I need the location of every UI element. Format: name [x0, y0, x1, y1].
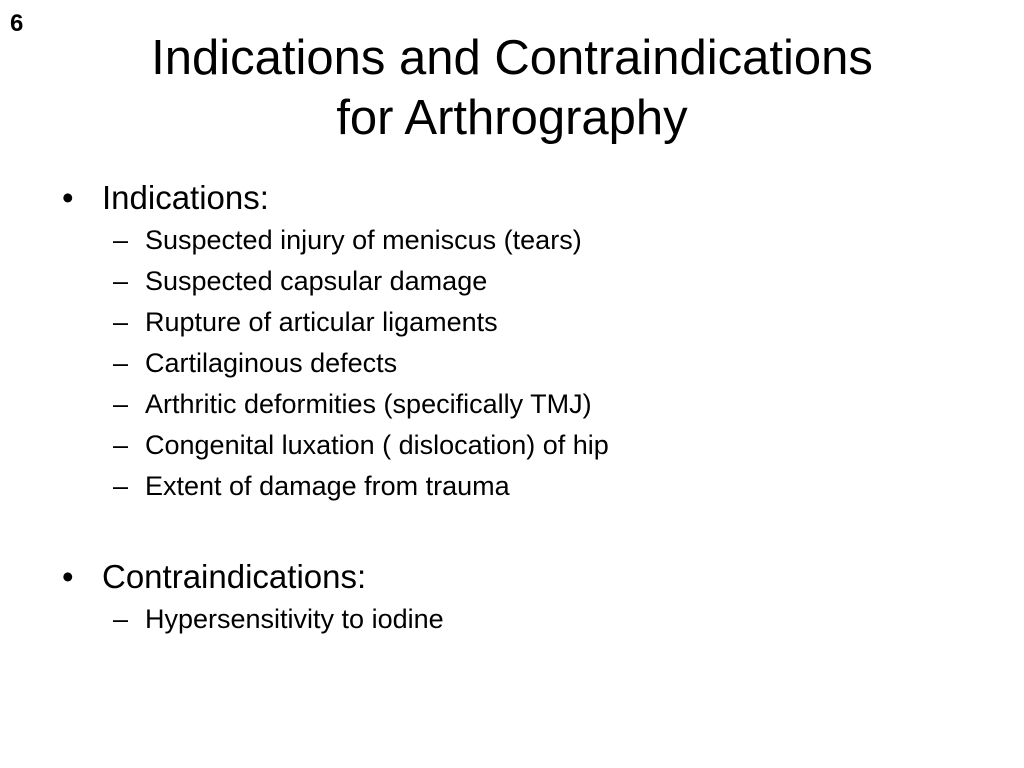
list-item [113, 599, 1000, 640]
dash-mark: – [113, 389, 129, 419]
list-item-text: Arthritic deformities (specifically TMJ) [145, 389, 592, 419]
sub-bullet-list [60, 220, 1000, 507]
slide-title [0, 28, 1024, 148]
bullet-item [60, 555, 1000, 599]
slide-title-line-2: for Arthrography [336, 91, 688, 145]
section-heading: Contraindications: [102, 558, 367, 595]
slide-number: 6 [10, 10, 24, 37]
list-item-text: Rupture of articular ligaments [145, 307, 498, 337]
list-item-text: Suspected injury of meniscus (tears) [145, 225, 582, 255]
list-item-text: Congenital luxation ( dislocation) of hip [145, 430, 609, 460]
bullet-item [60, 176, 1000, 220]
bullet-mark: • [62, 558, 74, 595]
list-item [113, 384, 1000, 425]
list-item-text: Suspected capsular damage [145, 266, 488, 296]
contraindications-section [60, 555, 1000, 640]
dash-mark: – [113, 430, 129, 460]
list-item-text: Hypersensitivity to iodine [145, 604, 444, 634]
list-item [113, 302, 1000, 343]
bullet-mark: • [62, 179, 74, 216]
list-item [113, 220, 1000, 261]
list-item [113, 466, 1000, 507]
section-heading: Indications: [102, 179, 269, 216]
sub-bullet-list [60, 599, 1000, 640]
indications-section [60, 176, 1000, 507]
list-item [113, 425, 1000, 466]
dash-mark: – [113, 225, 129, 255]
dash-mark: – [113, 471, 129, 501]
list-item-text: Cartilaginous defects [145, 348, 398, 378]
dash-mark: – [113, 348, 129, 378]
list-item [113, 261, 1000, 302]
list-item-text: Extent of damage from trauma [145, 471, 510, 501]
dash-mark: – [113, 266, 129, 296]
dash-mark: – [113, 604, 129, 634]
slide-title-line-1: Indications and Contraindications [151, 31, 873, 85]
slide-body [60, 176, 1000, 688]
list-item [113, 343, 1000, 384]
dash-mark: – [113, 307, 129, 337]
